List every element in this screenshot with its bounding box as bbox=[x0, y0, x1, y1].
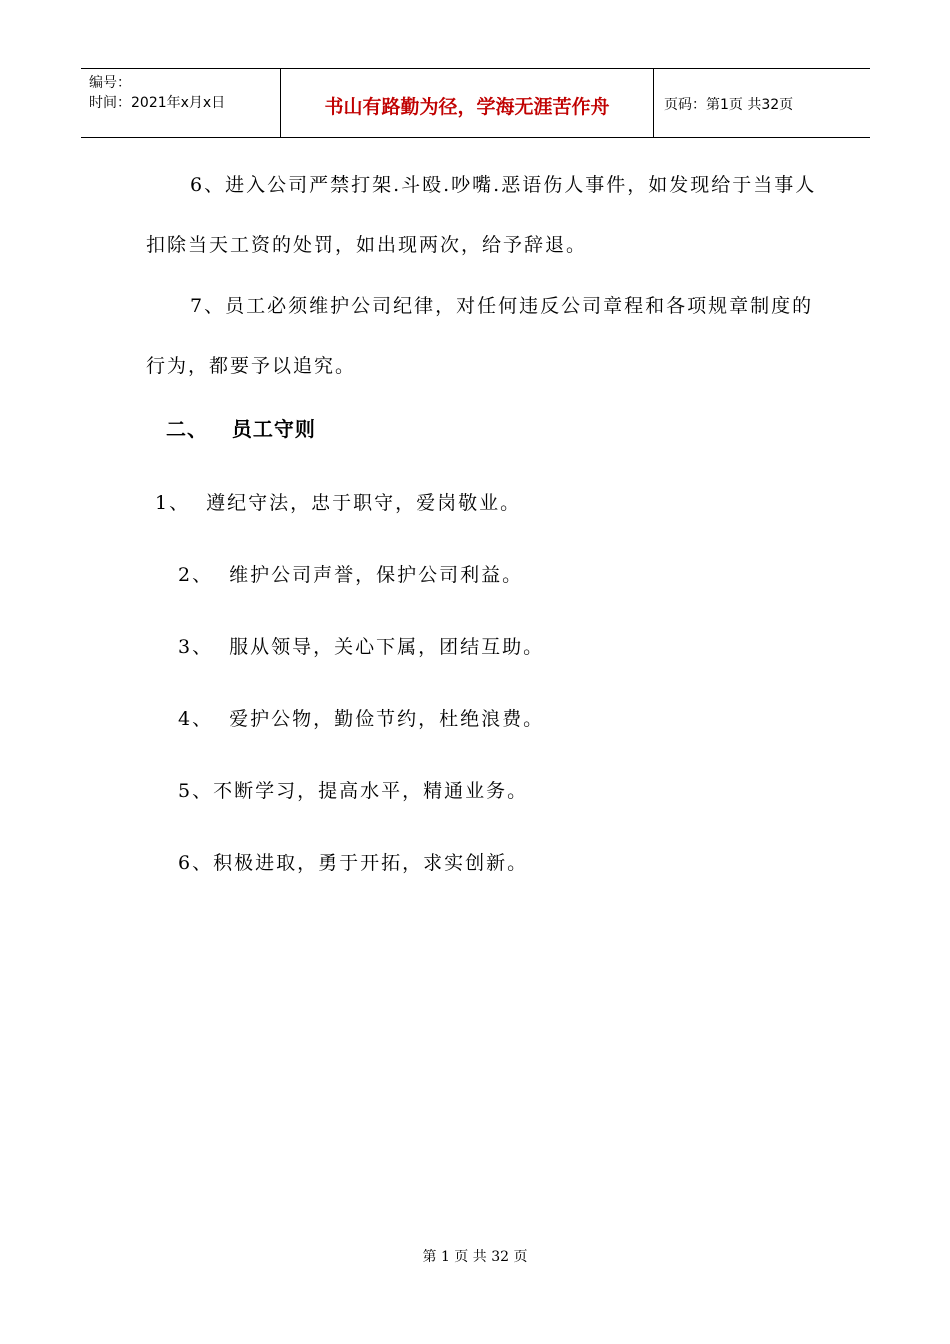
page-footer: 第 1 页 共 32 页 bbox=[422, 1249, 528, 1265]
number-label: 编号： bbox=[89, 75, 131, 91]
header-meta bbox=[81, 69, 281, 137]
list-item: 3、 服从领导，关心下属，团结互助。 bbox=[178, 636, 545, 658]
header-motto: 书山有路勤为径，学海无涯苦作舟 bbox=[281, 69, 654, 137]
rule-7-paragraph: 7、员工必须维护公司纪律，对任何违反公司章程和各项规章制度的行为，都要予以追究。 bbox=[146, 295, 814, 377]
rule-6-paragraph: 6、进入公司严禁打架.斗殴.吵嘴.恶语伤人事件，如发现给于当事人扣除当天工资的处罚，如出现两次，给予辞退。 bbox=[146, 174, 817, 256]
section-heading: 二、 员工守则 bbox=[166, 417, 316, 441]
list-item: 5、不断学习，提高水平，精通业务。 bbox=[178, 780, 529, 802]
page-header bbox=[81, 68, 870, 138]
time-label: 时间：2021年x月x日 bbox=[89, 95, 226, 111]
header-page-info: 页码：第1页 共32页 bbox=[664, 97, 794, 113]
list-item: 2、 维护公司声誉，保护公司利益。 bbox=[178, 564, 524, 586]
list-item: 6、积极进取，勇于开拓，求实创新。 bbox=[178, 852, 529, 874]
list-item: 4、 爱护公物，勤俭节约，杜绝浪费。 bbox=[178, 708, 545, 730]
list-item: 1、 遵纪守法，忠于职守，爱岗敬业。 bbox=[155, 492, 522, 514]
